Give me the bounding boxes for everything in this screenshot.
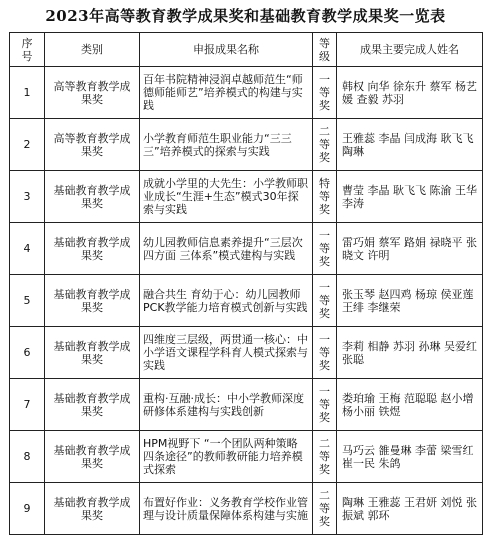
row-category: 高等教育教学成果奖	[45, 67, 140, 119]
row-grade: 二等奖	[313, 119, 337, 171]
row-name: 小学教育师范生职业能力“三三三”培养模式的探索与实践	[140, 119, 313, 171]
header-num: 序号	[10, 33, 45, 67]
row-name: 四维度三层级，两贯通一核心：中小学语文课程学科育人模式探索与实践	[140, 327, 313, 379]
table-row	[10, 67, 483, 119]
row-category: 基础教育教学成果奖	[45, 223, 140, 275]
row-name: HPM视野下 “一个团队两种策略 四条途径”的教师教研能力培养模式探索	[140, 431, 313, 483]
row-people: 王雅蕊 李晶 闫成海 耿飞飞 陶琳	[337, 119, 483, 171]
row-num: 7	[10, 379, 45, 431]
row-name: 成就小学里的大先生：小学教师职业成长“生涯+生态”模式30年探索与实践	[140, 171, 313, 223]
row-people: 雷巧娟 蔡军 路娟 禄晓平 张晓文 许明	[337, 223, 483, 275]
row-category: 基础教育教学成果奖	[45, 431, 140, 483]
row-people: 娄珀瑜 王梅 范聪聪 赵小增 杨小丽 铁煜	[337, 379, 483, 431]
row-category: 基础教育教学成果奖	[45, 327, 140, 379]
header-people: 成果主要完成人姓名	[337, 33, 483, 67]
table-row	[10, 483, 483, 535]
awards-table	[9, 32, 483, 535]
row-grade: 一等奖	[313, 379, 337, 431]
table-header-row	[10, 33, 483, 67]
row-num: 8	[10, 431, 45, 483]
row-name: 百年书院精神浸润卓越师范生“师德师能师艺”培养模式的构建与实践	[140, 67, 313, 119]
row-grade: 二等奖	[313, 483, 337, 535]
row-name: 融合共生 育幼于心：幼儿园教师PCK教学能力培育模式创新与实践	[140, 275, 313, 327]
row-num: 9	[10, 483, 45, 535]
row-grade: 一等奖	[313, 223, 337, 275]
row-category: 基础教育教学成果奖	[45, 483, 140, 535]
table-row	[10, 171, 483, 223]
table-row	[10, 119, 483, 171]
row-grade: 二等奖	[313, 431, 337, 483]
header-grade: 等级	[313, 33, 337, 67]
row-people: 马巧云 雒曼琳 李蕾 梁雪红 崔一民 朱鸽	[337, 431, 483, 483]
header-category: 类别	[45, 33, 140, 67]
row-category: 基础教育教学成果奖	[45, 171, 140, 223]
page-title: 2023年高等教育教学成果奖和基础教育教学成果奖一览表	[45, 7, 446, 25]
row-num: 5	[10, 275, 45, 327]
row-grade: 一等奖	[313, 275, 337, 327]
row-grade: 特等奖	[313, 171, 337, 223]
row-num: 2	[10, 119, 45, 171]
row-people: 张玉琴 赵四鸡 杨琼 侯亚莲 王绯 李继荣	[337, 275, 483, 327]
row-name: 布置好作业：义务教育学校作业管理与设计质量保障体系构建与实施	[140, 483, 313, 535]
table-row	[10, 223, 483, 275]
row-grade: 一等奖	[313, 327, 337, 379]
row-num: 3	[10, 171, 45, 223]
row-num: 4	[10, 223, 45, 275]
row-people: 陶琳 王雅蕊 王君妍 刘悦 张振斌 郭环	[337, 483, 483, 535]
table-row	[10, 379, 483, 431]
table-row	[10, 275, 483, 327]
row-name: 重构·互融·成长：中小学教师深度研修体系建构与实践创新	[140, 379, 313, 431]
row-name: 幼儿园教师信息素养提升“三层次 四方面 三体系”模式建构与实践	[140, 223, 313, 275]
header-name: 申报成果名称	[140, 33, 313, 67]
row-people: 李莉 相静 苏羽 孙琳 吴爱红 张聪	[337, 327, 483, 379]
row-people: 韩权 向华 徐东升 蔡军 杨艺媛 查毅 苏羽	[337, 67, 483, 119]
row-num: 1	[10, 67, 45, 119]
row-people: 曹莹 李晶 耿飞飞 陈渝 王华 李涛	[337, 171, 483, 223]
row-num: 6	[10, 327, 45, 379]
table-row	[10, 327, 483, 379]
table-row	[10, 431, 483, 483]
row-category: 基础教育教学成果奖	[45, 379, 140, 431]
row-category: 基础教育教学成果奖	[45, 275, 140, 327]
row-grade: 一等奖	[313, 67, 337, 119]
row-category: 高等教育教学成果奖	[45, 119, 140, 171]
